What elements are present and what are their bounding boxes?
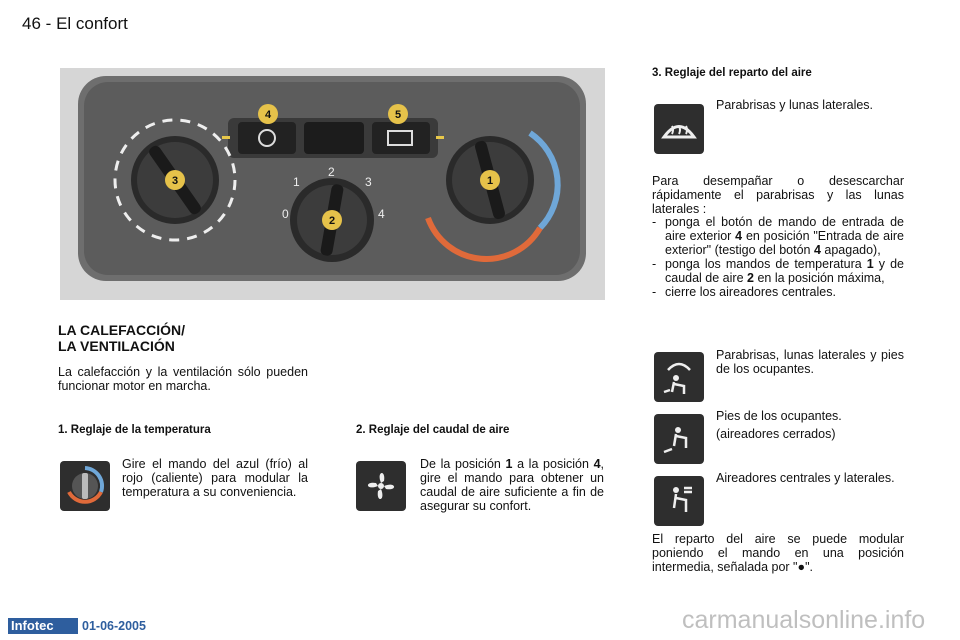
callout-1: 1 bbox=[486, 175, 494, 187]
airflow-num-b: 4 bbox=[593, 457, 601, 471]
demist-step-1 bbox=[652, 215, 904, 257]
distribution-heading: 3. Reglaje del reparto del aire bbox=[652, 67, 812, 79]
closing-text-a: El reparto del aire se puede modular poniendo el mando en una posición intermedia, señalada por " bbox=[652, 532, 904, 574]
header-separator: - bbox=[45, 14, 52, 33]
page-header bbox=[22, 14, 128, 34]
step2-num2: 2 bbox=[747, 271, 754, 285]
fan-scale-0: 0 bbox=[282, 207, 289, 221]
airflow-text bbox=[420, 457, 604, 513]
step2-text-c: en la posición máxima, bbox=[753, 271, 885, 285]
distribution-closing bbox=[652, 532, 904, 574]
temperature-text: Gire el mando del azul (frío) al rojo (caliente) para modular la temperatura a su conveniencia. bbox=[122, 457, 308, 499]
fan-icon bbox=[356, 461, 406, 511]
mode3-label: Pies de los ocupantes. bbox=[716, 409, 842, 423]
step1-num: 4 bbox=[735, 229, 743, 243]
control-panel-photo bbox=[60, 68, 605, 300]
chapter-title: El confort bbox=[56, 14, 128, 33]
demist-intro: Para desempañar o desescarchar rápidamente el parabrisas y las lunas laterales : bbox=[652, 174, 904, 216]
section-title-line1: LA CALEFACCIÓN/ bbox=[58, 322, 186, 338]
fan-scale-2: 2 bbox=[328, 165, 335, 179]
windscreen-feet-icon bbox=[654, 352, 704, 402]
airflow-text-b: a la posición bbox=[512, 457, 594, 471]
section-title bbox=[58, 322, 318, 354]
airflow-heading: 2. Reglaje del caudal de aire bbox=[356, 424, 510, 436]
page-number: 46 bbox=[22, 14, 41, 33]
step1-text-b: en posición "Entrada de aire exterior" (testigo del botón bbox=[665, 229, 904, 257]
face-vent-icon bbox=[654, 476, 704, 526]
step2-text-b: y de caudal de aire bbox=[665, 257, 904, 285]
fan-scale-4: 4 bbox=[378, 207, 385, 221]
control-panel-illustration bbox=[60, 68, 605, 300]
mode2-label: Parabrisas, lunas laterales y pies de los ocupantes. bbox=[716, 348, 904, 376]
airflow-text-c: , gire el mando para obtener un caudal de aire suficiente a fin de asegurar su confort. bbox=[420, 457, 604, 513]
demist-step-3: - cierre los aireadores centrales. bbox=[652, 285, 904, 299]
section-intro: La calefacción y la ventilación sólo pueden funcionar motor en marcha. bbox=[58, 365, 308, 393]
demist-steps bbox=[652, 215, 904, 299]
watermark: carmanualsonline.info bbox=[682, 606, 926, 634]
demist-step-2 bbox=[652, 257, 904, 285]
closing-text-b: ". bbox=[805, 560, 813, 574]
callout-2: 2 bbox=[328, 215, 336, 227]
callout-3: 3 bbox=[171, 175, 179, 187]
step1-text-c: apagado), bbox=[820, 243, 881, 257]
step2-num: 1 bbox=[866, 257, 874, 271]
mode3-note: (aireadores cerrados) bbox=[716, 427, 836, 441]
step2-text-a: ponga los mandos de temperatura bbox=[665, 257, 867, 271]
footer-date: 01-06-2005 bbox=[82, 619, 146, 633]
callout-4: 4 bbox=[264, 109, 272, 121]
fan-scale-3: 3 bbox=[365, 175, 372, 189]
step1-text-a: ponga el botón de mando de entrada de aire exterior bbox=[665, 215, 904, 243]
windscreen-demist-icon bbox=[654, 104, 704, 154]
step1-num2: 4 bbox=[813, 243, 821, 257]
mode4-label: Aireadores centrales y laterales. bbox=[716, 471, 895, 485]
airflow-text-a: De la posición bbox=[420, 457, 506, 471]
fan-scale-1: 1 bbox=[293, 175, 300, 189]
infotec-logo: Infotec bbox=[8, 618, 78, 634]
airflow-num-a: 1 bbox=[505, 457, 513, 471]
callout-5: 5 bbox=[394, 109, 402, 121]
section-title-line2: LA VENTILACIÓN bbox=[58, 338, 175, 354]
feet-icon bbox=[654, 414, 704, 464]
closing-dot-symbol: ● bbox=[797, 560, 806, 574]
windscreen-label: Parabrisas y lunas laterales. bbox=[716, 98, 874, 112]
temperature-heading: 1. Reglaje de la temperatura bbox=[58, 424, 211, 436]
temperature-knob-icon bbox=[60, 461, 110, 511]
